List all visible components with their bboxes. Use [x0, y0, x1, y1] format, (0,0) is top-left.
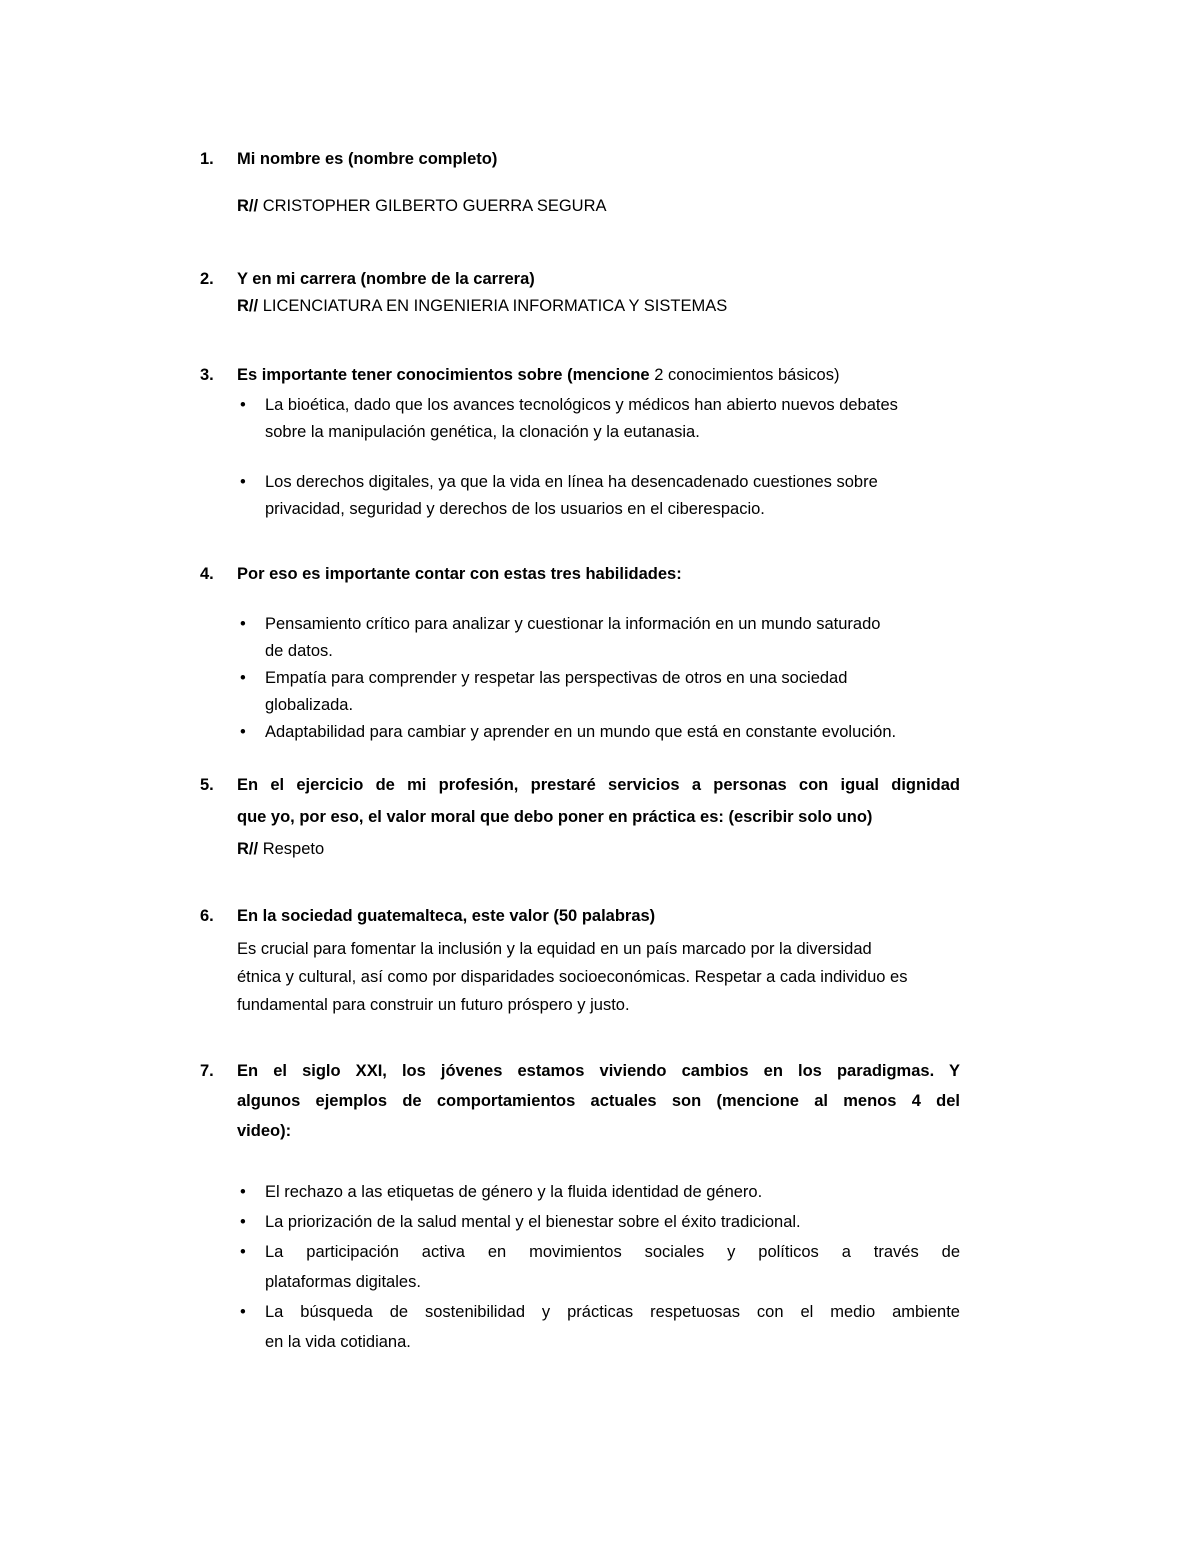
- bullet-dot-icon: •: [240, 1183, 246, 1201]
- text-line: globalizada.: [265, 696, 354, 714]
- question-heading: Por eso es importante contar con estas tres habilidades:: [237, 565, 682, 583]
- item-number: 2.: [200, 270, 214, 288]
- bullet-item: [237, 1177, 1035, 1207]
- text-line: La priorización de la salud mental y el bienestar sobre el éxito tradicional.: [265, 1213, 801, 1231]
- answer-line: [237, 193, 1035, 220]
- answer-prefix: R//: [237, 197, 259, 215]
- text-line: en la vida cotidiana.: [265, 1333, 411, 1351]
- heading-bold-text: Es importante tener conocimientos sobre (mencione: [237, 366, 655, 384]
- item-number: 4.: [200, 565, 214, 583]
- item-number: 7.: [200, 1062, 214, 1080]
- text-line: La bioética, dado que los avances tecnológicos y médicos han abierto nuevos debates: [265, 396, 898, 414]
- question-item-7: [200, 1056, 1035, 1357]
- text-line: fundamental para construir un futuro próspero y justo.: [237, 996, 630, 1014]
- question-item-6: [200, 902, 1035, 1019]
- bullet-item: [237, 469, 1035, 523]
- question-item-5: [200, 769, 1035, 865]
- text-line: El rechazo a las etiquetas de género y la fluida identidad de género.: [265, 1183, 763, 1201]
- bullet-item: [237, 1297, 1035, 1357]
- item-number: 1.: [200, 150, 214, 168]
- item-number: 6.: [200, 907, 214, 925]
- bullet-list: [237, 611, 1035, 746]
- question-item-2: [200, 266, 1035, 320]
- text-line: Es crucial para fomentar la inclusión y la equidad en un país marcado por la diversidad: [237, 940, 872, 958]
- answer-text: LICENCIATURA EN INGENIERIA INFORMATICA Y SISTEMAS: [262, 297, 728, 315]
- question-heading-line: En el ejercicio de mi profesión, prestaré servicios a personas con igual dignidad: [237, 776, 960, 794]
- answer-paragraph: [237, 935, 1035, 1019]
- item-number: 3.: [200, 366, 214, 384]
- bullet-dot-icon: •: [240, 1213, 246, 1231]
- text-line: Empatía para comprender y respetar las perspectivas de otros en una sociedad: [265, 669, 848, 687]
- text-line: Pensamiento crítico para analizar y cuestionar la información en un mundo saturado: [265, 615, 881, 633]
- bullet-dot-icon: •: [240, 473, 246, 491]
- question-item-3: [200, 362, 1035, 523]
- answer-line: [237, 293, 1035, 320]
- text-line: La participación activa en movimientos sociales y políticos a través de: [265, 1243, 960, 1261]
- text-line: de datos.: [265, 642, 333, 660]
- text-line: Los derechos digitales, ya que la vida en línea ha desencadenado cuestiones sobre: [265, 473, 878, 491]
- bullet-dot-icon: •: [240, 1303, 246, 1321]
- bullet-item: [237, 665, 1035, 719]
- text-line: plataformas digitales.: [265, 1273, 421, 1291]
- question-heading-line: que yo, por eso, el valor moral que debo poner en práctica es: (escribir solo uno): [237, 808, 873, 826]
- bullet-item: [237, 392, 1035, 446]
- bullet-dot-icon: •: [240, 1243, 246, 1261]
- bullet-item: [237, 611, 1035, 665]
- answer-text: CRISTOPHER GILBERTO GUERRA SEGURA: [262, 197, 607, 215]
- bullet-list: [237, 392, 1035, 523]
- bullet-item: [237, 719, 1035, 746]
- heading-regular-text: 2 conocimientos básicos): [654, 366, 840, 384]
- bullet-dot-icon: •: [240, 723, 246, 741]
- text-line: sobre la manipulación genética, la clonación y la eutanasia.: [265, 423, 700, 441]
- bullet-dot-icon: •: [240, 669, 246, 687]
- question-heading-line: En el siglo XXI, los jóvenes estamos viviendo cambios en los paradigmas. Y: [237, 1062, 960, 1080]
- item-number: 5.: [200, 776, 214, 794]
- question-heading-line: algunos ejemplos de comportamientos actuales son (mencione al menos 4 del: [237, 1092, 960, 1110]
- question-heading: Mi nombre es (nombre completo): [237, 150, 498, 168]
- text-line: privacidad, seguridad y derechos de los usuarios en el ciberespacio.: [265, 500, 765, 518]
- question-item-1: [200, 146, 1035, 220]
- text-line: La búsqueda de sostenibilidad y prácticas respetuosas con el medio ambiente: [265, 1303, 960, 1321]
- answer-prefix: R//: [237, 297, 259, 315]
- text-line: Adaptabilidad para cambiar y aprender en un mundo que está en constante evolución.: [265, 723, 897, 741]
- question-heading: [237, 362, 1035, 389]
- bullet-list: [237, 1177, 1035, 1357]
- bullet-item: [237, 1237, 1035, 1297]
- bullet-dot-icon: •: [240, 615, 246, 633]
- answer-line: [237, 833, 1035, 865]
- answer-prefix: R//: [237, 840, 259, 858]
- bullet-item: [237, 1207, 1035, 1237]
- question-heading: En la sociedad guatemalteca, este valor (50 palabras): [237, 907, 656, 925]
- answer-text: Respeto: [262, 840, 325, 858]
- question-heading: Y en mi carrera (nombre de la carrera): [237, 270, 535, 288]
- question-heading-line: video):: [237, 1122, 292, 1140]
- bullet-dot-icon: •: [240, 396, 246, 414]
- question-item-4: [200, 561, 1035, 746]
- text-line: étnica y cultural, así como por disparidades socioeconómicas. Respetar a cada individuo es: [237, 968, 908, 986]
